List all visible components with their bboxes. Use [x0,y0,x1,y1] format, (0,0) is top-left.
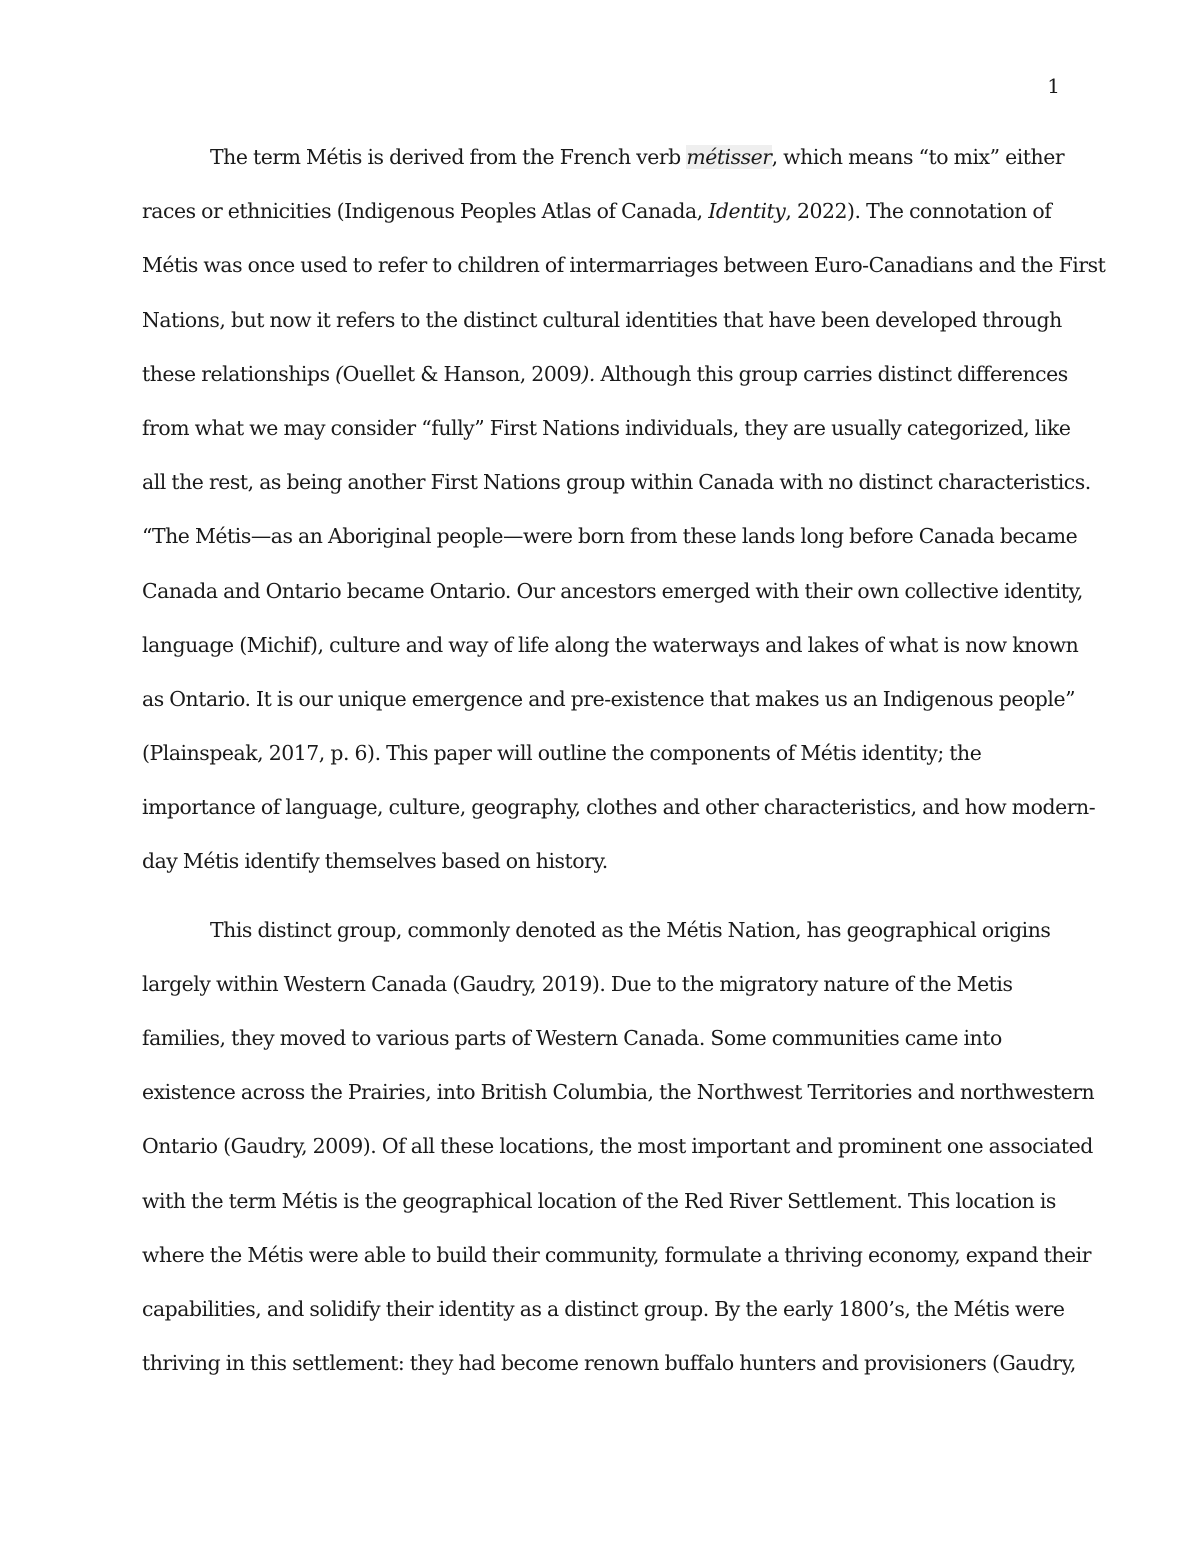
text-segment: importance of language, culture, geography, clothes and other characteristics, and how modern- [142,795,1096,820]
text-line [142,130,1065,184]
text-line [142,834,1054,888]
document-body [142,130,1106,1390]
text-segment: largely within Western Canada (Gaudry, 2019). Due to the migratory nature of the Metis [142,971,1013,996]
text-line [142,1282,1065,1336]
italic-text: Identity [708,199,786,224]
text-line [142,347,1068,401]
text-line [142,1174,1054,1228]
page-number: 1 [1047,74,1060,98]
text-segment: where the Métis were able to build their community, formulate a thriving economy, expand their [142,1242,1091,1267]
text-segment: “The Métis—as an Aboriginal people—were born from these lands long before Canada became [142,524,1078,549]
text-segment: This distinct group, commonly denoted as the Métis Nation, has geographical origins [210,917,1051,942]
text-segment: these relationships [142,361,336,386]
text-line [142,780,1096,834]
text-segment: families, they moved to various parts of Western Canada. Some communities came into [142,1026,1002,1050]
text-line [142,1119,1093,1173]
text-segment: , which means “to mix” either [771,145,1065,169]
text-line [142,618,1079,672]
text-segment: Canada and Ontario became Ontario. Our ancestors emerged with their own collective identity, [142,578,1083,603]
text-segment: , 2022). The connotation of [785,199,1052,224]
italic-text: ). [581,361,595,386]
text-line [142,238,1106,292]
italic-text: ( [335,361,343,386]
text-line [142,1065,1095,1119]
text-line [142,1228,1091,1282]
text-line [142,726,1054,780]
paragraph-gap [142,889,1054,903]
text-segment: races or ethnicities (Indigenous Peoples Atlas of Canada, [142,199,709,224]
text-segment: Ontario (Gaudry, 2009). Of all these locations, the most important and prominent one associated [142,1134,1093,1159]
text-segment: Although this group carries distinct differences [594,361,1068,386]
paragraph [142,130,1106,889]
text-segment: existence across the Prairies, into British Columbia, the Northwest Territories and northwestern [142,1080,1095,1105]
text-line [142,903,1054,957]
text-line [142,1336,1076,1390]
text-segment: thriving in this settlement: they had become renown buffalo hunters and provisioners (Gaudry, [142,1351,1076,1376]
text-line [142,564,1083,618]
text-line [142,957,1054,1011]
text-line [142,455,1091,509]
text-segment: from what we may consider “fully” First Nations individuals, they are usually categorized, like [142,415,1071,440]
highlighted-term: métisser [686,145,772,169]
text-segment: The term Métis is derived from the French verb [210,145,687,169]
text-segment: as Ontario. It is our unique emergence and pre-existence that makes us an Indigenous people” [142,686,1076,711]
text-line [142,293,1062,347]
text-segment: (Plainspeak, 2017, p. 6). This paper will outline the components of Métis identity; the [142,741,982,766]
text-segment: all the rest, as being another First Nations group within Canada with no distinct characteristics. [142,470,1091,495]
text-line [142,672,1076,726]
text-segment: Métis was once used to refer to children of intermarriages between Euro-Canadians and the First [142,253,1106,278]
text-line [142,1011,1054,1065]
text-segment: capabilities, and solidify their identity as a distinct group. By the early 1800’s, the Métis were [142,1296,1065,1321]
text-segment: with the term Métis is the geographical location of the Red River Settlement. This location is [142,1188,1056,1213]
text-segment: Nations, but now it refers to the distinct cultural identities that have been developed through [142,307,1062,332]
text-line [142,401,1071,455]
text-segment: Ouellet & Hanson, 2009 [342,361,582,386]
text-segment: language (Michif), culture and way of life along the waterways and lakes of what is now known [142,632,1079,657]
text-line [142,509,1078,563]
paragraph [142,903,1095,1391]
text-segment: day Métis identify themselves based on history. [142,849,608,874]
text-line [142,184,1054,238]
